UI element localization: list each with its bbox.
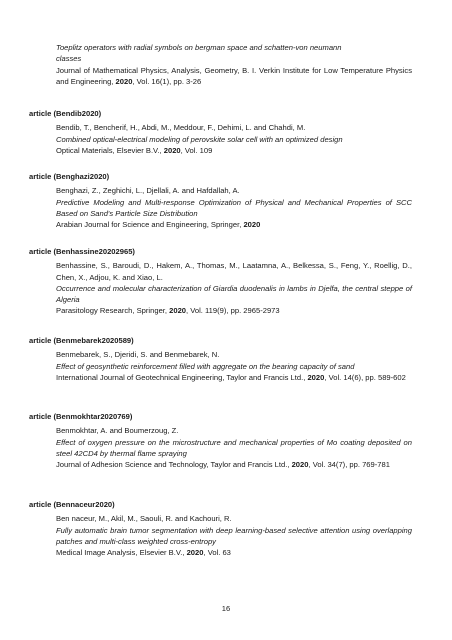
entry-key: article (Bennaceur2020)	[29, 500, 115, 509]
page-number: 16	[221, 604, 231, 613]
entry-source: Optical Materials, Elsevier B.V., 2020, Vol. 109	[56, 145, 213, 155]
entry-key: article (Benhassine20202965)	[29, 247, 135, 256]
entry-title: Predictive Modeling and Multi-response Optimization of Physical and Mechanical Properties of SCC Based on Sand's Particle Size Distribution	[56, 197, 412, 218]
bib-entry	[29, 499, 412, 558]
entry-source: Medical Image Analysis, Elsevier B.V., 2020, Vol. 63	[56, 548, 231, 558]
entry-authors: Benhassine, S., Baroudi, D., Hakem, A., Thomas, M., Laatamna, A., Belkessa, S., Feng, Y., Roellig, D., Chen, X., Adjou, K. and Xiao, L.	[56, 261, 412, 282]
title-line: classes	[56, 54, 82, 64]
entry-authors: Benghazi, Z., Zeghichi, L., Djellali, A. and Hafdallah, A.	[56, 186, 240, 196]
entry-source: Journal of Adhesion Science and Technology, Taylor and Francis Ltd., 2020, Vol. 34(7), pp. 769-781	[56, 460, 390, 470]
entry-title: Fully automatic brain tumor segmentation with deep learning-based selective attention using overlapping patches and multi-class weighted cross-entropy	[56, 525, 412, 546]
entry-source: Journal of Mathematical Physics, Analysis, Geometry, B. I. Verkin Institute for Low Temperature Physics and Engineering, 2020, Vol. 16(1), pp. 3-26	[56, 65, 412, 86]
entry-title: Effect of geosynthetic reinforcement filled with aggregate on the bearing capacity of sand	[56, 361, 355, 371]
entry-title: Combined optical-electrical modeling of perovskite solar cell with an optimized design	[56, 134, 343, 144]
entry-title	[56, 42, 412, 65]
title-line: Toeplitz operators with radial symbols on bergman space and schatten-von neumann	[56, 43, 342, 52]
bib-entry	[29, 108, 412, 156]
entry-authors: Ben naceur, M., Akil, M., Saouli, R. and Kachouri, R.	[56, 514, 232, 524]
entry-source: International Journal of Geotechnical Engineering, Taylor and Francis Ltd., 2020, Vol. 14(6), pp. 589-602	[56, 372, 406, 382]
entry-authors: Benmokhtar, A. and Boumerzoug, Z.	[56, 426, 179, 436]
bib-entry	[29, 246, 412, 317]
entry-key: article (Benmokhtar2020769)	[29, 412, 133, 421]
entry-authors: Bendib, T., Bencherif, H., Abdi, M., Meddour, F., Dehimi, L. and Chahdi, M.	[56, 123, 306, 133]
entry-source: Arabian Journal for Science and Engineering, Springer, 2020	[56, 220, 261, 230]
bib-entry	[29, 171, 412, 230]
entry-key: article (Benmebarek2020589)	[29, 336, 134, 345]
continued-entry	[56, 42, 412, 87]
bib-entry	[29, 335, 412, 383]
entry-key: article (Benghazi2020)	[29, 172, 110, 181]
entry-key: article (Bendib2020)	[29, 109, 102, 118]
entry-title: Effect of oxygen pressure on the microstructure and mechanical properties of Mo coating deposited on steel 42CD4 by thermal flame spraying	[56, 437, 412, 458]
entry-authors: Benmebarek, S., Djeridi, S. and Benmebarek, N.	[56, 350, 220, 360]
entry-source: Parasitology Research, Springer, 2020, Vol. 119(9), pp. 2965-2973	[56, 306, 280, 316]
bib-entry	[29, 411, 412, 470]
entry-title: Occurrence and molecular characterization of Giardia duodenalis in lambs in Djelfa, the central steppe of Algeria	[56, 283, 412, 305]
